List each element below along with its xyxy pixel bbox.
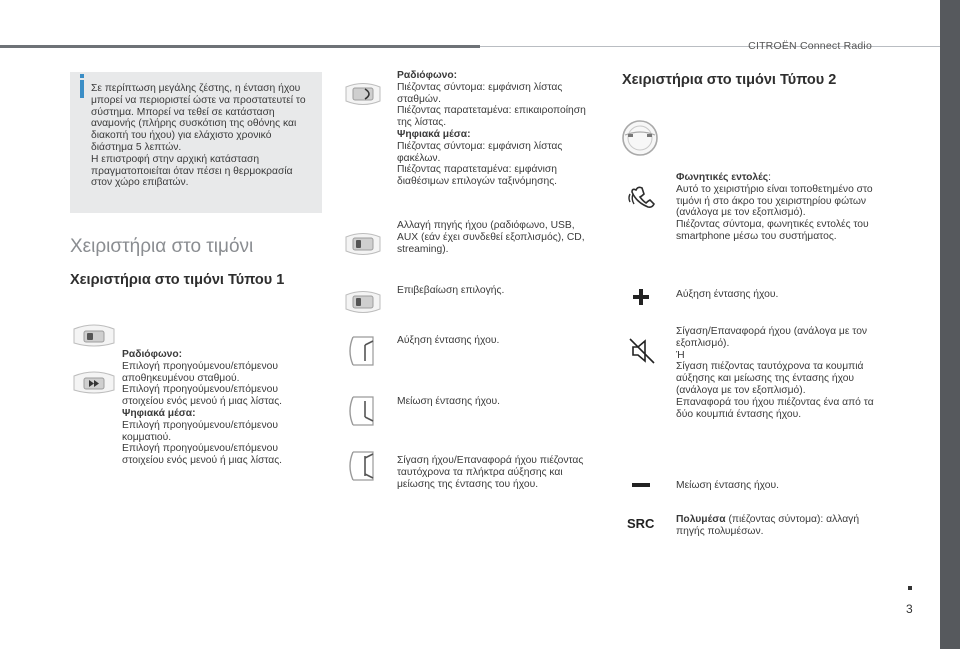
media-text: (πιέζοντας σύντομα): αλλαγή πηγής πολυμέσων.	[676, 514, 860, 537]
section-title: Χειριστήρια στο τιμόνι	[70, 236, 254, 257]
steering-wheel-icon	[620, 119, 660, 157]
type2-title: Χειριστήρια στο τιμόνι Τύπου 2	[622, 72, 837, 88]
type1-source-text: Αλλαγή πηγής ήχου (ραδιόφωνο, USB, AUX (εάν έχει συνδεθεί εξοπλισμός), CD, streaming).	[397, 220, 585, 255]
mute-lever-icon	[343, 448, 379, 484]
type2-voice-block	[676, 172, 881, 243]
volume-down-lever-icon	[343, 393, 379, 429]
entry-heading: Ψηφιακά μέσα:	[397, 128, 471, 140]
entry-line: Πιέζοντας παρατεταμένα: επικαιροποίηση της λίστας.	[397, 105, 586, 129]
mute-speaker-icon	[627, 336, 657, 366]
voice-colon: :	[768, 172, 772, 183]
entry-line: Επιλογή προηγούμενου/επόμενου στοιχείου ενός μενού ή μιας λίστας.	[122, 384, 283, 408]
voice-command-icon	[626, 180, 656, 210]
page-number: 3	[906, 602, 913, 616]
page-marker	[908, 586, 912, 590]
entry-heading: Ψηφιακά μέσα:	[122, 407, 196, 419]
src-label: SRC	[627, 516, 655, 531]
type2-vol-down-text: Μείωση έντασης ήχου.	[676, 480, 780, 491]
entry-line: Πιέζοντας σύντομα: εμφάνιση λίστας φακέλων.	[397, 140, 563, 164]
type1-list-text	[397, 70, 597, 188]
header-brand: CITROËN Connect Radio	[748, 40, 872, 52]
type1-vol-up-text: Αύξηση έντασης ήχου.	[397, 335, 500, 346]
entry-line: Επιλογή προηγούμενου/επόμενου κομματιού.	[122, 419, 278, 443]
entry-line: Επιλογή προηγούμενου/επόμενου αποθηκευμένου σταθμού.	[122, 360, 278, 384]
voice-text: Αυτό το χειριστήριο είναι τοποθετημένο στο τιμόνι ή στο άκρο του χειριστηρίου φώτων (ανάλογα με τον εξοπλισμό). Πιέζοντας σύντομα, φωνητικές εντολές του smartphone μέσω του συστήματος.	[676, 183, 873, 242]
steering-control-icon	[70, 323, 118, 349]
entry-heading: Ραδιόφωνο:	[397, 70, 458, 81]
list-button-icon	[343, 80, 383, 108]
type2-vol-up-text: Αύξηση έντασης ήχου.	[676, 289, 779, 300]
entry-line: Πιέζοντας παρατεταμένα: εμφάνιση διαθέσιμων επιλογών ταξινόμησης.	[397, 164, 558, 188]
info-icon	[80, 80, 84, 98]
confirm-button-icon	[343, 288, 383, 316]
side-strip	[940, 0, 960, 649]
voice-title: Φωνητικές εντολές	[676, 172, 769, 183]
seek-buttons-icon	[70, 370, 118, 396]
type2-mute-text: Σίγαση/Επαναφορά ήχου (ανάλογα με τον εξοπλισμό). Ή Σίγαση πιέζοντας ταυτόχρονα τα κουμπιά αύξησης και μείωσης της έντασης ήχου (ανάλογα με τον εξοπλισμό). Επαναφορά του ήχου πιέζοντας ένα από τα δύο κουμπιά έντασης ήχου.	[676, 326, 874, 420]
type1-mute-text: Σίγαση ήχου/Επαναφορά ήχου πιέζοντας ταυτόχρονα τα πλήκτρα αύξησης και μείωσης της έντασης του ήχου.	[397, 455, 584, 490]
volume-up-lever-icon	[343, 333, 379, 369]
plus-icon	[631, 287, 651, 307]
minus-icon	[631, 480, 651, 490]
entry-heading: Ραδιόφωνο:	[122, 349, 183, 360]
entry-line: Πιέζοντας σύντομα: εμφάνιση λίστας σταθμών.	[397, 81, 563, 105]
header-rule	[0, 45, 480, 48]
type1-radio-seek-text	[122, 349, 312, 467]
type1-vol-down-text: Μείωση έντασης ήχου.	[397, 396, 501, 407]
type1-title: Χειριστήρια στο τιμόνι Τύπου 1	[70, 272, 285, 288]
entry-line: Επιλογή προηγούμενου/επόμενου στοιχείου ενός μενού ή μιας λίστας.	[122, 443, 283, 467]
media-title: Πολυμέσα	[676, 514, 726, 525]
type1-confirm-text: Επιβεβαίωση επιλογής.	[397, 285, 505, 296]
source-button-icon	[343, 230, 383, 258]
type2-media-block	[676, 514, 881, 538]
info-note-text: Σε περίπτωση μεγάλης ζέστης, η ένταση ήχου μπορεί να περιοριστεί ώστε να προστατευτεί το σύστημα. Μπορεί να τεθεί σε κατάσταση αναμονής (πλήρης συσκότιση της οθόνης και διακοπή του ήχου) για ελάχιστο χρονικό διάστημα 5 λεπτών. Η επιστροφή στην αρχική κατάσταση πραγματοποιείται όταν πέσει η θερμοκρασία στον χώρο επιβατών.	[91, 83, 306, 189]
